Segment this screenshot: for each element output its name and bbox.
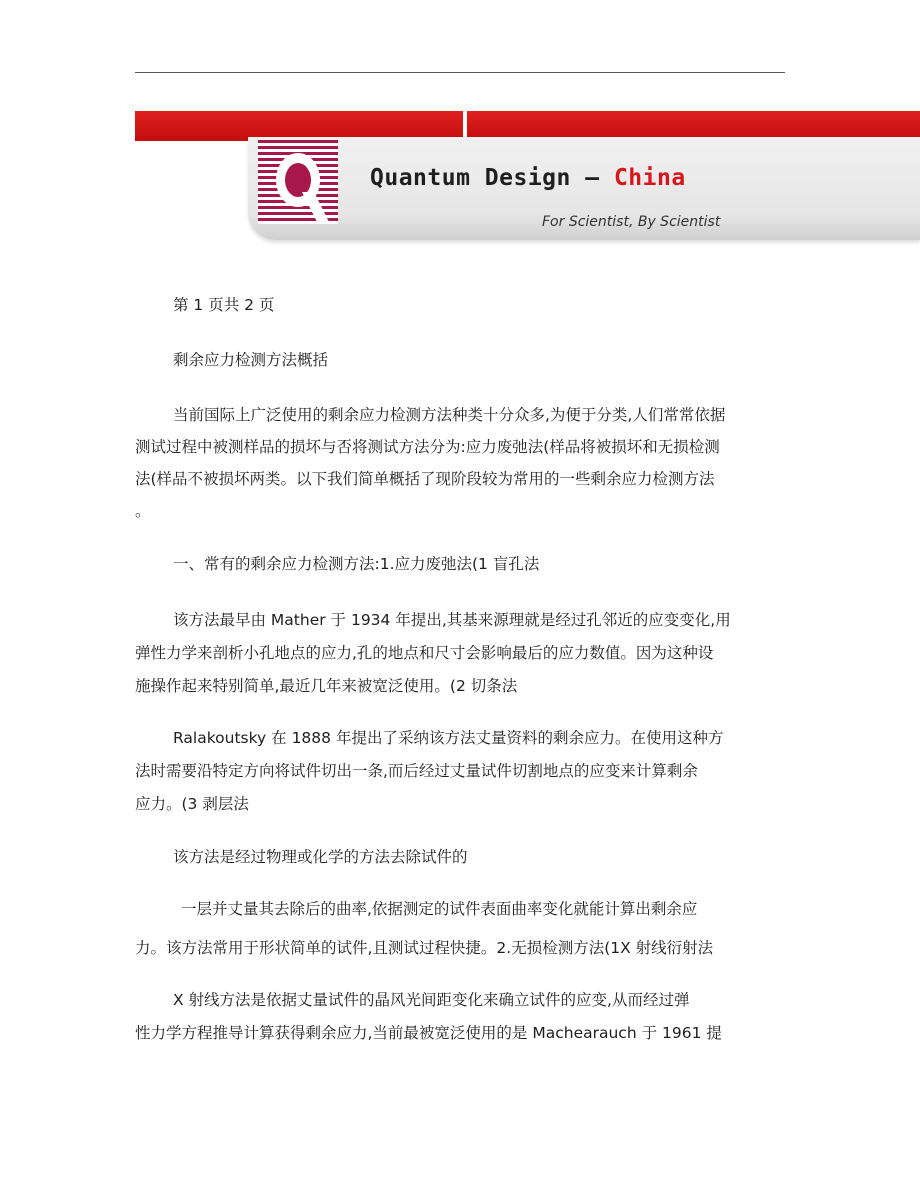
- brand-name-main: Quantum Design: [370, 165, 571, 191]
- brand-separator: –: [585, 165, 600, 191]
- paragraph-line: 当前国际上广泛使用的剩余应力检测方法种类十分众多,为便于分类,人们常常依据: [173, 406, 726, 424]
- brand-name: [370, 165, 686, 191]
- paragraph-line: 力。该方法常用于形状简单的试件,且测试过程快捷。2.无损检测方法(1X 射线衍射法: [135, 939, 714, 957]
- header-rule: [135, 72, 785, 73]
- paragraph-line: 一层并丈量其去除后的曲率,依据测定的试件表面曲率变化就能计算出剩余应: [181, 900, 698, 918]
- page-indicator: 第 1 页共 2 页: [173, 296, 275, 314]
- paragraph-line: 应力。(3 剥层法: [135, 795, 249, 813]
- paragraph-line: 施操作起来特别简单,最近几年来被宽泛使用。(2 切条法: [135, 677, 518, 695]
- quantum-design-logo-icon: [258, 140, 338, 230]
- paragraph-line: 法(样品不被损坏两类。以下我们简单概括了现阶段较为常用的一些剩余应力检测方法: [135, 470, 715, 488]
- company-banner: [135, 111, 920, 251]
- paragraph-line: 法时需要沿特定方向将试件切出一条,而后经过丈量试件切割地点的应变来计算剩余: [135, 762, 698, 780]
- paragraph-line: 弹性力学来剖析小孔地点的应力,孔的地点和尺寸会影响最后的应力数值。因为这种设: [135, 644, 714, 662]
- section-heading: 一、常有的剩余应力检测方法:1.应力废弛法(1 盲孔法: [173, 555, 540, 573]
- brand-tagline: For Scientist, By Scientist: [542, 214, 721, 230]
- paragraph-line: 该方法最早由 Mather 于 1934 年提出,其基来源理就是经过孔邻近的应变变化,用: [173, 611, 731, 629]
- paragraph-line: 性力学方程推导计算获得剩余应力,当前最被宽泛使用的是 Machearauch 于 1961 提: [135, 1024, 722, 1042]
- brand-region: China: [613, 165, 686, 191]
- paragraph-line: 。: [135, 502, 151, 520]
- paragraph-line: 该方法是经过物理或化学的方法去除试件的: [173, 848, 468, 866]
- paragraph-line: X 射线方法是依据丈量试件的晶风光间距变化来确立试件的应变,从而经过弹: [173, 991, 690, 1009]
- paragraph-line: Ralakoutsky 在 1888 年提出了采纳该方法丈量资料的剩余应力。在使用这种方: [173, 729, 724, 747]
- paragraph-line: 测试过程中被测样品的损坏与否将测试方法分为:应力废弛法(样品将被损坏和无损检测: [135, 438, 720, 456]
- document-title: 剩余应力检测方法概括: [173, 351, 329, 369]
